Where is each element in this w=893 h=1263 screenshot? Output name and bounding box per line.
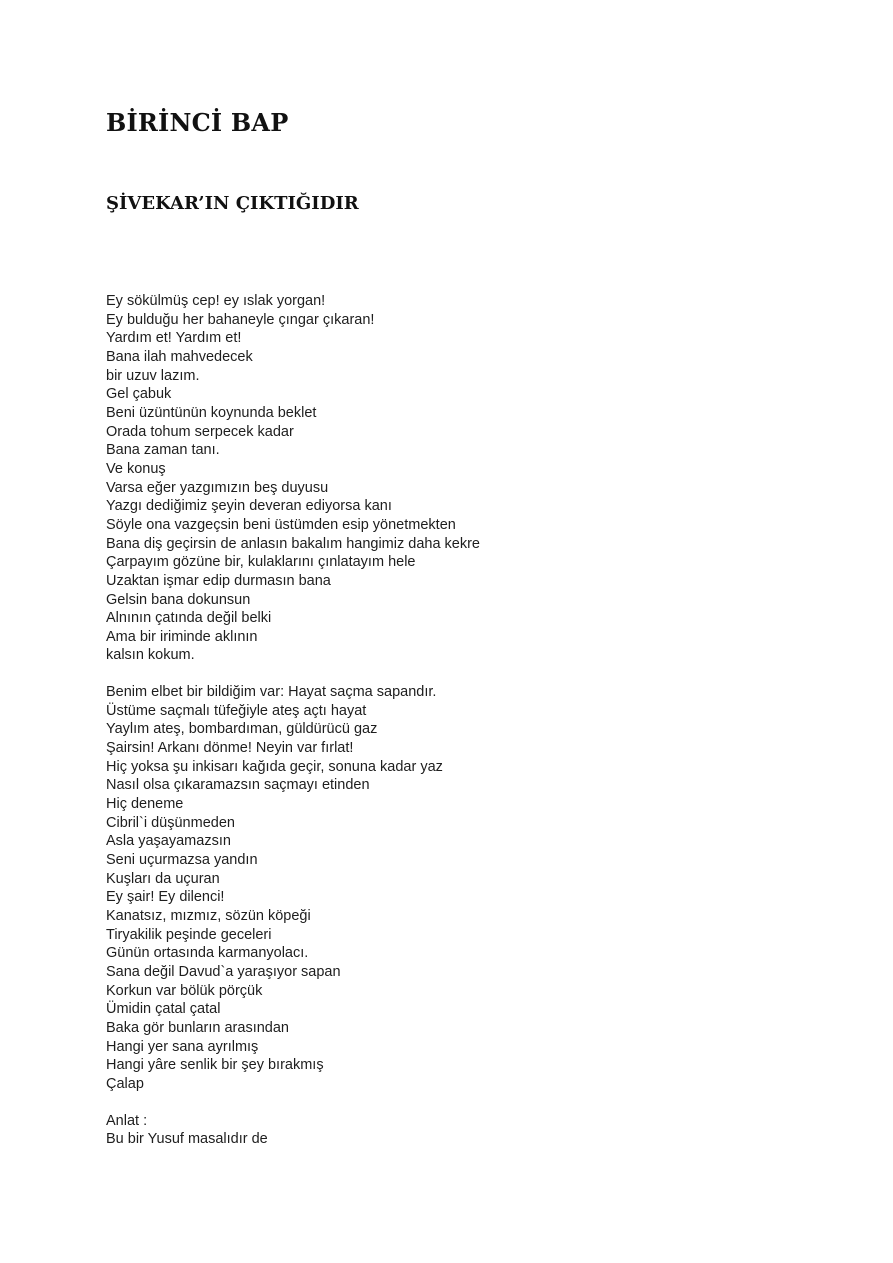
poem-line: Şairsin! Arkanı dönme! Neyin var fırlat! — [106, 740, 354, 757]
poem-line: Hangi yer sana ayrılmış — [106, 1038, 259, 1055]
poem-line: Ama bir iriminde aklının — [106, 628, 258, 645]
poem-line: Hiç deneme — [106, 796, 184, 813]
poem-line: Üstüme saçmalı tüfeğiyle ateş açtı hayat — [106, 702, 367, 719]
poem-stanza — [106, 1112, 806, 1149]
poem-stanza — [106, 292, 806, 665]
poem-line: Çalap — [106, 1075, 144, 1092]
poem-line: kalsın kokum. — [106, 647, 195, 664]
section-title: ŞİVEKAR’IN ÇIKTIĞIDIR — [106, 193, 359, 214]
poem-line: Uzaktan işmar edip durmasın bana — [106, 572, 331, 589]
poem-line: Anlat : — [106, 1112, 148, 1129]
poem-line: Korkun var bölük pörçük — [106, 982, 263, 999]
poem-line: Nasıl olsa çıkaramazsın saçmayı etinden — [106, 777, 370, 794]
poem-line: Gelsin bana dokunsun — [106, 591, 251, 608]
poem-line: Söyle ona vazgeçsin beni üstümden esip yönetmekten — [106, 516, 456, 533]
poem-line: Tiryakilik peşinde geceleri — [106, 926, 272, 943]
poem-line: Hangi yâre senlik bir şey bırakmış — [106, 1057, 324, 1074]
poem-line: Çarpayım gözüne bir, kulaklarını çınlatayım hele — [106, 554, 416, 571]
poem-line: Bu bir Yusuf masalıdır de — [106, 1131, 268, 1148]
poem-line: Orada tohum serpecek kadar — [106, 423, 294, 440]
poem-body — [106, 292, 806, 1167]
poem-stanza — [106, 683, 806, 1093]
poem-line: Sana değil Davud`a yaraşıyor sapan — [106, 963, 341, 980]
poem-line: Bana zaman tanı. — [106, 442, 220, 459]
poem-line: Kanatsız, mızmız, sözün köpeği — [106, 908, 311, 924]
chapter-title: BİRİNCİ BAP — [106, 108, 289, 137]
poem-line: Yardım et! Yardım et! — [106, 330, 242, 347]
poem-line: Ve konuş — [106, 460, 166, 477]
poem-line: bir uzuv lazım. — [106, 367, 200, 384]
poem-line: Ey sökülmüş cep! ey ıslak yorgan! — [106, 293, 326, 309]
poem-line: Bana diş geçirsin de anlasın bakalım hangimiz daha kekre — [106, 535, 480, 552]
poem-line: Asla yaşayamazsın — [106, 833, 231, 850]
poem-line: Ey bulduğu her bahaneyle çıngar çıkaran! — [106, 311, 375, 328]
poem-line: Yaylım ateş, bombardıman, güldürücü gaz — [106, 721, 378, 738]
poem-line: Cibril`i düşünmeden — [106, 814, 235, 831]
poem-line: Ümidin çatal çatal — [106, 1001, 221, 1018]
poem-line: Kuşları da uçuran — [106, 870, 220, 887]
poem-line: Varsa eğer yazgımızın beş duyusu — [106, 479, 329, 496]
poem-line: Benim elbet bir bildiğim var: Hayat saçma sapandır. — [106, 684, 437, 701]
poem-line: Yazgı dediğimiz şeyin deveran ediyorsa kanı — [106, 498, 392, 515]
poem-line: Alnının çatında değil belki — [106, 610, 272, 627]
poem-line: Ey şair! Ey dilenci! — [106, 889, 225, 906]
poem-line: Beni üzüntünün koynunda beklet — [106, 404, 317, 421]
poem-line: Bana ilah mahvedecek — [106, 348, 253, 365]
poem-line: Gel çabuk — [106, 386, 172, 403]
poem-line: Hiç yoksa şu inkisarı kağıda geçir, sonuna kadar yaz — [106, 758, 443, 775]
poem-line: Günün ortasında karmanyolacı. — [106, 945, 309, 962]
poem-line: Baka gör bunların arasından — [106, 1019, 289, 1036]
poem-line: Seni uçurmazsa yandın — [106, 852, 258, 869]
